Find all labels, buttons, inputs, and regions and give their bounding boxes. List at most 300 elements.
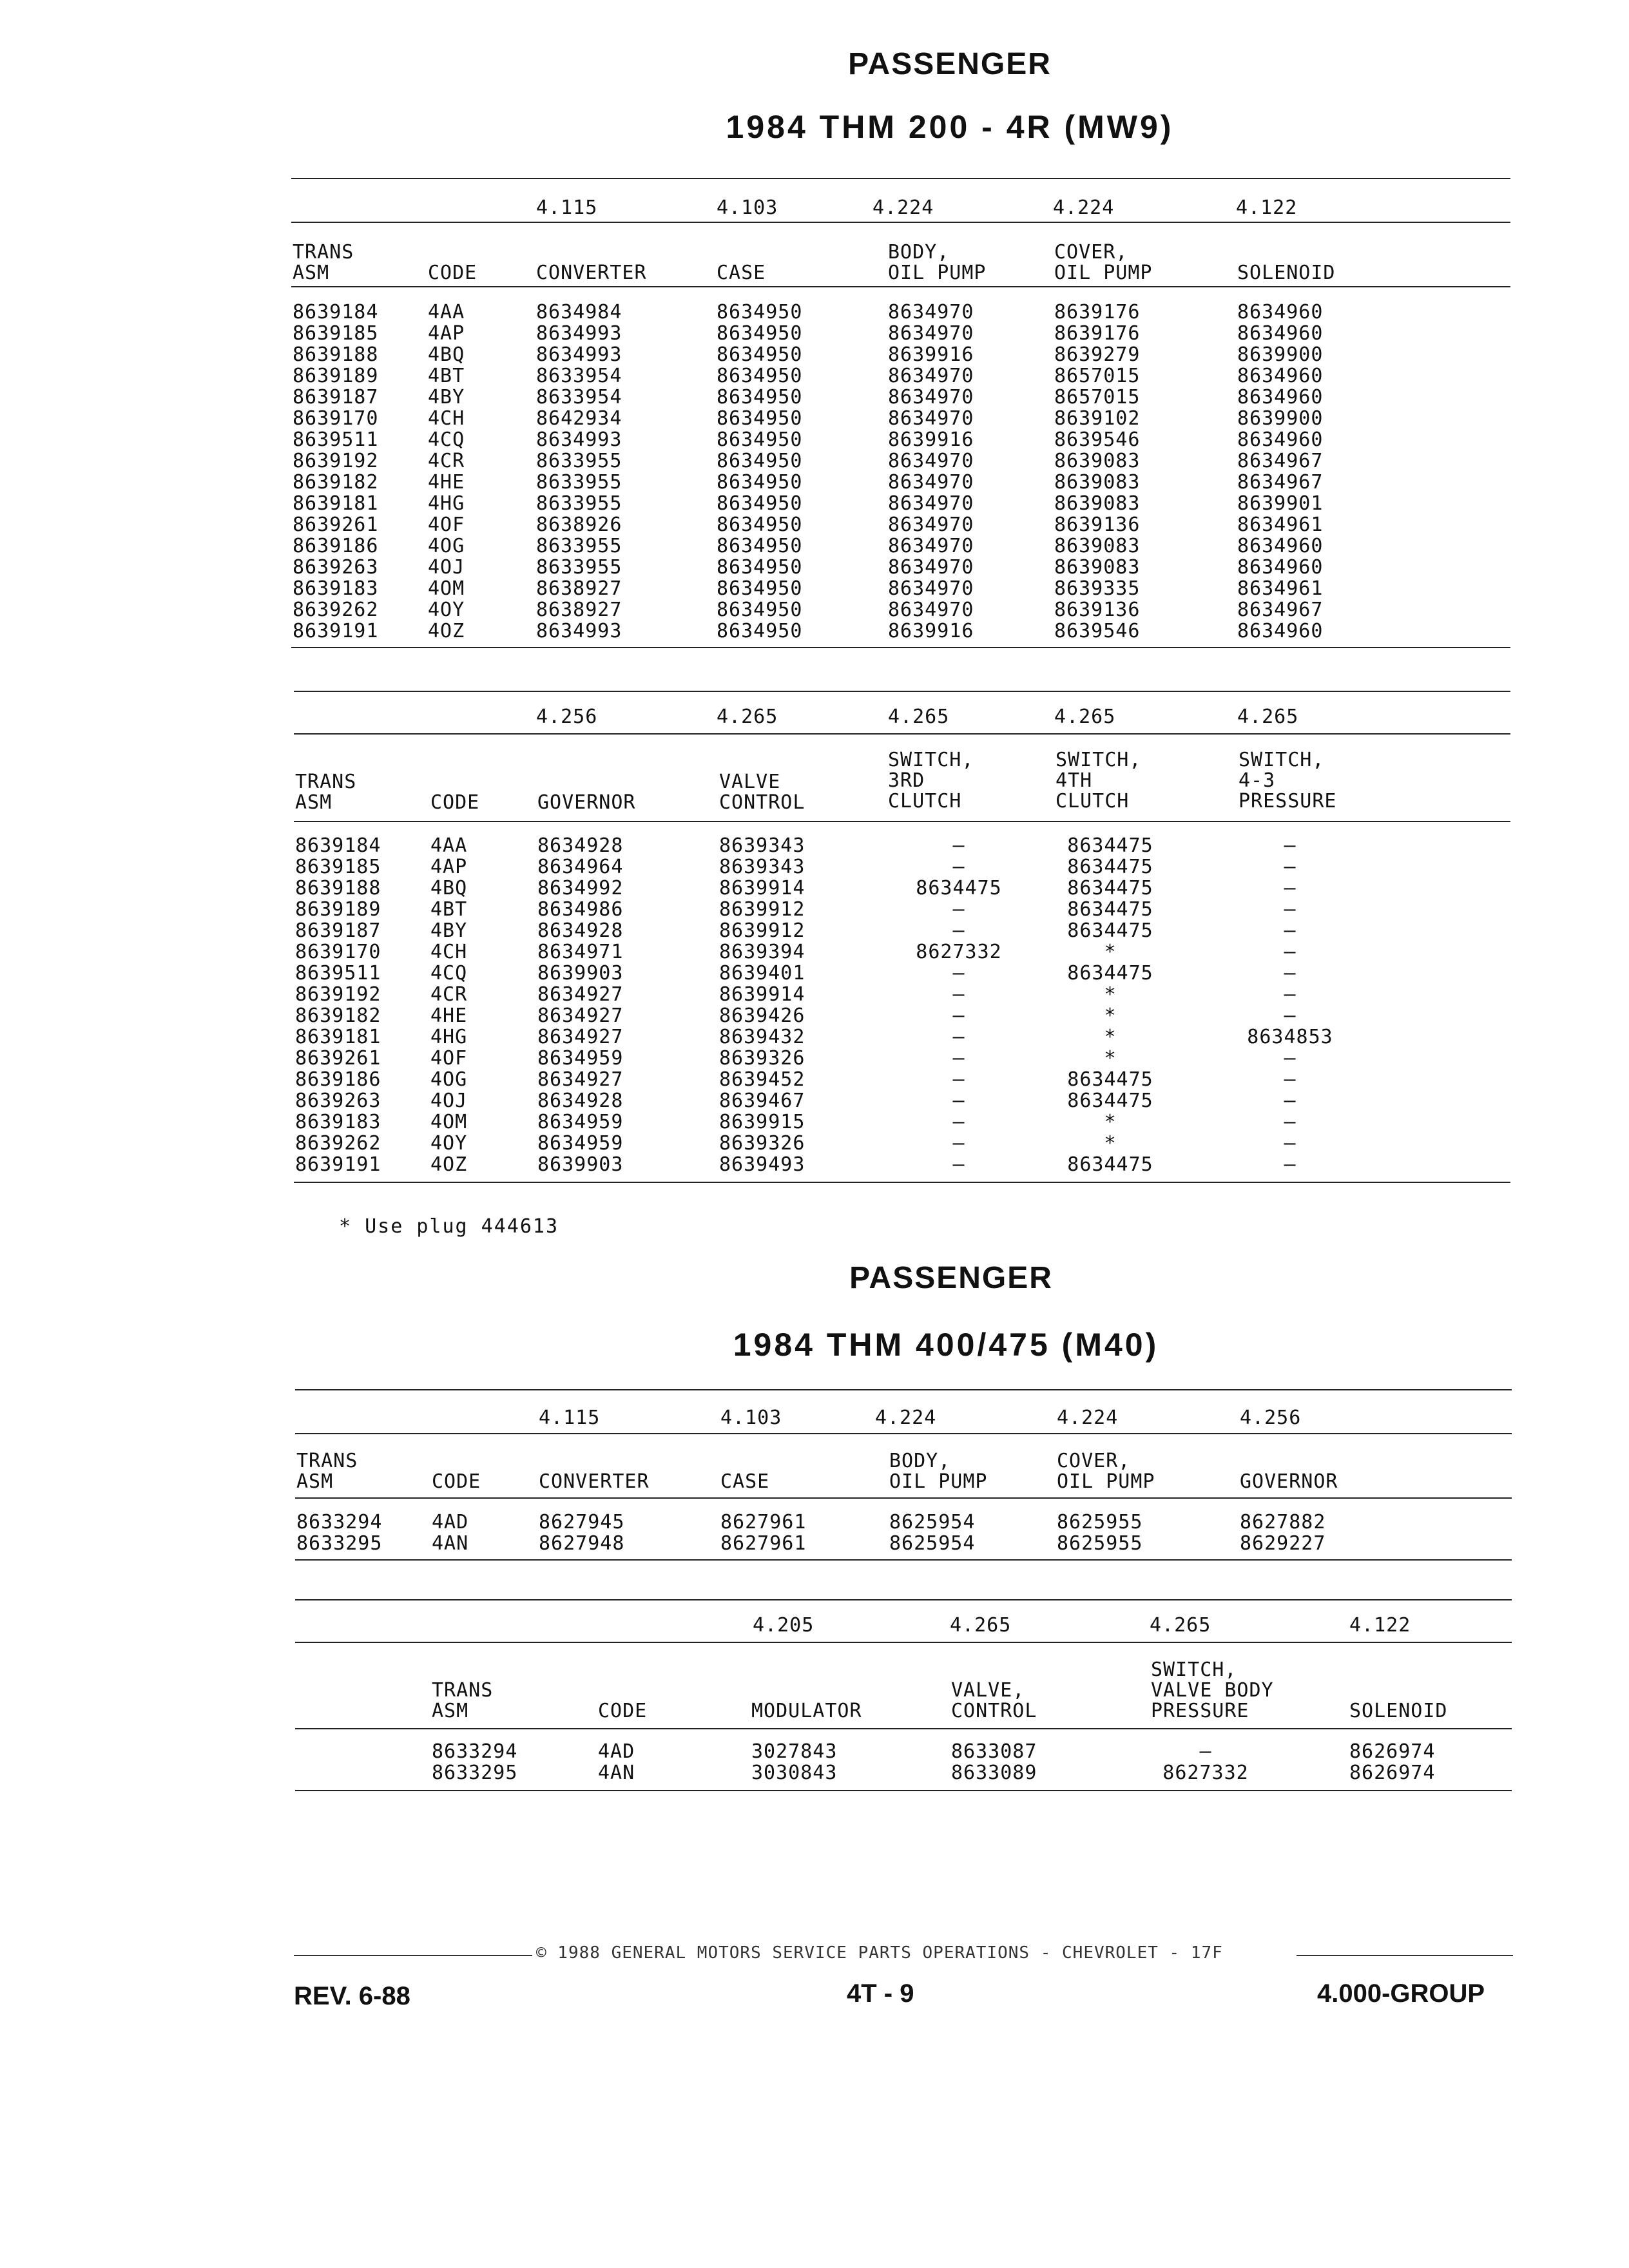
- header-line: TRANS: [293, 241, 354, 264]
- table-cell: 8634960: [1237, 535, 1324, 557]
- table-cell: 8639192: [295, 983, 381, 1006]
- table-cell: 4BQ: [430, 877, 468, 899]
- table-cell: 4OG: [430, 1068, 468, 1091]
- header-line: SWITCH,: [1055, 749, 1142, 771]
- table-cell: 8634993: [536, 322, 622, 345]
- table-cell: 8634967: [1237, 471, 1324, 494]
- data-column: [432, 1512, 468, 1554]
- table-cell: –: [952, 983, 965, 1006]
- ref-cell: 4.256: [536, 706, 598, 728]
- table-cell: 8634970: [888, 514, 974, 536]
- table-cell: *: [1104, 1026, 1117, 1048]
- table-cell: 8634950: [717, 535, 803, 557]
- table-cell: 4AP: [430, 856, 468, 878]
- table-cell: 8634960: [1237, 428, 1324, 451]
- table-cell: 8634950: [717, 428, 803, 451]
- header-line: SWITCH,: [888, 749, 974, 771]
- table-cell: 8634970: [888, 450, 974, 472]
- table-cell: 8627961: [720, 1511, 807, 1533]
- table-cell: 8633955: [536, 492, 622, 515]
- data-column: [536, 302, 622, 642]
- ref-cell: 4.265: [1150, 1614, 1211, 1637]
- table-cell: 8639467: [719, 1090, 805, 1112]
- table-cell: 8633087: [951, 1740, 1037, 1763]
- table-cell: –: [1284, 898, 1296, 921]
- table-cell: 8633955: [536, 450, 622, 472]
- table-cell: 8639335: [1054, 577, 1141, 600]
- table-cell: 8657015: [1054, 365, 1141, 387]
- table-cell: 8639432: [719, 1026, 805, 1048]
- table-cell: 8639102: [1054, 407, 1141, 430]
- table-cell: 4CR: [428, 450, 465, 472]
- table-cell: 8626974: [1349, 1762, 1436, 1784]
- table-cell: 4HE: [430, 1004, 468, 1027]
- table-cell: 4OM: [430, 1111, 468, 1133]
- header-line: CASE: [717, 262, 766, 284]
- table-cell: –: [1284, 834, 1296, 857]
- header-line: PRESSURE: [1151, 1700, 1249, 1722]
- table-cell: –: [952, 919, 965, 942]
- table-cell: 8634961: [1237, 514, 1324, 536]
- table-cell: 8633294: [432, 1740, 518, 1763]
- table-cell: 8639186: [293, 535, 379, 557]
- table-cell: 4AN: [432, 1532, 469, 1555]
- table-cell: –: [1284, 877, 1296, 899]
- table-cell: 8639083: [1054, 556, 1141, 579]
- table-cell: 4OJ: [430, 1090, 468, 1112]
- header-line: OIL PUMP: [1054, 262, 1153, 284]
- table-cell: 8634927: [537, 1068, 624, 1091]
- table-cell: 8639914: [719, 877, 805, 899]
- table-cell: 8639188: [295, 877, 381, 899]
- table-cell: 8638926: [536, 514, 622, 536]
- table-cell: 8639903: [537, 1153, 624, 1176]
- table-cell: 8633295: [432, 1762, 518, 1784]
- table-cell: –: [952, 1132, 965, 1155]
- table-cell: 8634993: [536, 620, 622, 642]
- table-cell: 8634967: [1237, 450, 1324, 472]
- table-cell: –: [952, 1068, 965, 1091]
- data-column: [719, 835, 805, 1175]
- table-cell: 8639263: [293, 556, 379, 579]
- header-line: CODE: [430, 791, 480, 814]
- footer-rule-right: [1296, 1955, 1513, 1956]
- header-line: SWITCH,: [1151, 1658, 1237, 1681]
- header-line: TRANS: [432, 1679, 494, 1702]
- table-cell: 8639426: [719, 1004, 805, 1027]
- table-cell: 8639326: [719, 1047, 805, 1070]
- table-cell: 8634928: [537, 1090, 624, 1112]
- table-cell: 8633954: [536, 386, 622, 408]
- table-rule: [295, 1389, 1512, 1390]
- table-cell: 8639136: [1054, 599, 1141, 621]
- table-cell: 8625954: [889, 1511, 976, 1533]
- header-line: ASM: [293, 262, 330, 284]
- ref-cell: 4.205: [753, 1614, 815, 1637]
- table-cell: 8634950: [717, 343, 803, 366]
- table-cell: 8639176: [1054, 301, 1141, 323]
- table-cell: 8634960: [1237, 386, 1324, 408]
- table-cell: 8634970: [888, 535, 974, 557]
- table-cell: 8639900: [1237, 407, 1324, 430]
- data-column: [293, 302, 378, 642]
- table-cell: 8634961: [1237, 577, 1324, 600]
- header-line: ASM: [432, 1700, 469, 1722]
- table-cell: –: [1284, 1153, 1296, 1176]
- table-cell: –: [952, 898, 965, 921]
- table-cell: 8639262: [295, 1132, 381, 1155]
- section-2-title: 1984 THM 400/475 (M40): [733, 1327, 1159, 1363]
- table-cell: 8634960: [1237, 620, 1324, 642]
- table-cell: 8639187: [293, 386, 379, 408]
- table-cell: 8639170: [295, 941, 381, 963]
- ref-cell: 4.122: [1349, 1614, 1411, 1637]
- table-cell: *: [1104, 1047, 1117, 1070]
- header-line: ASM: [295, 791, 333, 814]
- header-line: CONTROL: [719, 791, 805, 814]
- table-cell: *: [1104, 1132, 1117, 1155]
- table-cell: 8634970: [888, 322, 974, 345]
- table-cell: 8639452: [719, 1068, 805, 1091]
- table-cell: 8639176: [1054, 322, 1141, 345]
- table-cell: –: [952, 1047, 965, 1070]
- header-line: OIL PUMP: [888, 262, 987, 284]
- table-cell: 4AA: [428, 301, 465, 323]
- ref-cell: 4.122: [1236, 197, 1298, 219]
- header-line: ASM: [296, 1470, 334, 1493]
- table-cell: 8639916: [888, 620, 974, 642]
- table-cell: 8657015: [1054, 386, 1141, 408]
- table-rule: [294, 733, 1510, 735]
- table-rule: [295, 1599, 1512, 1600]
- table-cell: 8639903: [537, 962, 624, 985]
- table-cell: 8639901: [1237, 492, 1324, 515]
- table-cell: 8639188: [293, 343, 379, 366]
- table-cell: *: [1104, 1004, 1117, 1027]
- ref-cell: 4.103: [717, 197, 778, 219]
- table-cell: 8639189: [293, 365, 379, 387]
- table-cell: 8634970: [888, 386, 974, 408]
- table-cell: 8642934: [536, 407, 622, 430]
- table-cell: 8633295: [296, 1532, 383, 1555]
- table-cell: 8634970: [888, 599, 974, 621]
- data-column: [295, 835, 381, 1175]
- header-line: COVER,: [1054, 241, 1128, 264]
- table-cell: –: [1284, 983, 1296, 1006]
- table-cell: 8634950: [717, 514, 803, 536]
- data-column: [951, 1741, 1037, 1783]
- table-cell: 8639083: [1054, 471, 1141, 494]
- table-cell: 8627882: [1240, 1511, 1326, 1533]
- table-cell: 8625955: [1057, 1532, 1143, 1555]
- ref-cell: 4.115: [536, 197, 598, 219]
- table-cell: 8634970: [888, 365, 974, 387]
- table-cell: 8634475: [1067, 834, 1153, 857]
- table-cell: 8634993: [536, 343, 622, 366]
- table-cell: 8633089: [951, 1762, 1037, 1784]
- table-cell: 8634960: [1237, 322, 1324, 345]
- table-cell: 8634475: [1067, 919, 1153, 942]
- table-cell: 4OF: [430, 1047, 468, 1070]
- table-cell: 8626974: [1349, 1740, 1436, 1763]
- section-1-heading: PASSENGER: [848, 47, 1052, 81]
- table-cell: 8634475: [1067, 856, 1153, 878]
- header-line: CONTROL: [951, 1700, 1037, 1722]
- table-cell: 8634927: [537, 983, 624, 1006]
- table-cell: *: [1104, 941, 1117, 963]
- table-cell: 8634971: [537, 941, 624, 963]
- table-cell: 8639900: [1237, 343, 1324, 366]
- table-cell: –: [1284, 962, 1296, 985]
- table-cell: 8639183: [295, 1111, 381, 1133]
- header-line: 4TH: [1055, 769, 1093, 792]
- header-line: CASE: [720, 1470, 770, 1493]
- data-column: [1055, 835, 1165, 1175]
- table-cell: 4OY: [430, 1132, 468, 1155]
- table-cell: 8639181: [295, 1026, 381, 1048]
- table-cell: 4OM: [428, 577, 465, 600]
- table-rule: [295, 1790, 1512, 1791]
- table-cell: 4OJ: [428, 556, 465, 579]
- table-cell: 8634853: [1247, 1026, 1333, 1048]
- table-cell: 8634475: [1067, 962, 1153, 985]
- table-cell: –: [952, 834, 965, 857]
- copyright-line: © 1988 GENERAL MOTORS SERVICE PARTS OPERATIONS - CHEVROLET - 17F: [536, 1943, 1223, 1963]
- table-cell: 8639916: [888, 428, 974, 451]
- table-rule: [295, 1497, 1512, 1499]
- table-rule: [294, 821, 1510, 822]
- header-line: CODE: [432, 1470, 481, 1493]
- table-cell: 4OG: [428, 535, 465, 557]
- table-cell: 8634986: [537, 898, 624, 921]
- header-line: GOVERNOR: [537, 791, 636, 814]
- table-cell: 8634993: [536, 428, 622, 451]
- table-cell: 4OZ: [430, 1153, 468, 1176]
- table-cell: –: [952, 1026, 965, 1048]
- table-cell: 8634950: [717, 365, 803, 387]
- section-1-title: 1984 THM 200 - 4R (MW9): [726, 109, 1174, 145]
- table-cell: 4OZ: [428, 620, 465, 642]
- ref-cell: 4.224: [875, 1407, 937, 1429]
- table-cell: –: [1284, 919, 1296, 942]
- table-cell: 4BY: [430, 919, 468, 942]
- ref-cell: 4.265: [888, 706, 950, 728]
- table-cell: 8639401: [719, 962, 805, 985]
- table-cell: –: [952, 1153, 965, 1176]
- header-line: SOLENOID: [1237, 262, 1336, 284]
- table-cell: 8639262: [293, 599, 379, 621]
- table-cell: 8639185: [295, 856, 381, 878]
- table-cell: 4OF: [428, 514, 465, 536]
- ref-cell: 4.224: [1053, 197, 1115, 219]
- table-cell: 8639083: [1054, 492, 1141, 515]
- data-column: [428, 302, 465, 642]
- table-cell: 4BT: [430, 898, 468, 921]
- table-cell: 8634950: [717, 386, 803, 408]
- table-cell: 8634950: [717, 556, 803, 579]
- table-cell: 4CQ: [428, 428, 465, 451]
- data-column: [1349, 1741, 1435, 1783]
- table-cell: 8634960: [1237, 301, 1324, 323]
- header-line: GOVERNOR: [1240, 1470, 1338, 1493]
- header-line: CODE: [598, 1700, 648, 1722]
- table-cell: 8639912: [719, 919, 805, 942]
- table-cell: 8633955: [536, 556, 622, 579]
- ref-cell: 4.224: [872, 197, 934, 219]
- table-cell: –: [952, 1004, 965, 1027]
- table-cell: 8627945: [539, 1511, 625, 1533]
- table-cell: 8638927: [536, 599, 622, 621]
- table-cell: 8639170: [293, 407, 379, 430]
- footnote: * Use plug 444613: [339, 1215, 559, 1238]
- table-cell: 8639546: [1054, 428, 1141, 451]
- data-column: [717, 302, 802, 642]
- header-line: VALVE: [719, 771, 781, 793]
- table-cell: 8639184: [295, 834, 381, 857]
- table-cell: 8634959: [537, 1111, 624, 1133]
- header-line: OIL PUMP: [889, 1470, 988, 1493]
- header-line: SWITCH,: [1239, 749, 1325, 771]
- table-cell: 8639192: [293, 450, 379, 472]
- table-rule: [294, 691, 1510, 692]
- table-cell: 8639915: [719, 1111, 805, 1133]
- data-column: [888, 835, 1030, 1175]
- table-cell: 4AN: [598, 1762, 635, 1784]
- table-cell: 8639343: [719, 856, 805, 878]
- table-cell: 8634984: [536, 301, 622, 323]
- table-cell: 8634950: [717, 322, 803, 345]
- table-cell: 3027843: [751, 1740, 838, 1763]
- table-cell: 8634992: [537, 877, 624, 899]
- table-rule: [291, 222, 1510, 223]
- table-cell: 8634475: [1067, 877, 1153, 899]
- group-label: 4.000-GROUP: [1317, 1979, 1485, 2008]
- header-line: CLUTCH: [888, 790, 962, 812]
- table-cell: 8634967: [1237, 599, 1324, 621]
- revision-label: REV. 6-88: [294, 1982, 410, 2010]
- table-cell: *: [1104, 1111, 1117, 1133]
- table-cell: 4AD: [432, 1511, 469, 1533]
- table-cell: 8639184: [293, 301, 379, 323]
- table-cell: 8634475: [1067, 898, 1153, 921]
- header-line: CONVERTER: [539, 1470, 650, 1493]
- table-cell: 8639546: [1054, 620, 1141, 642]
- table-cell: 8625955: [1057, 1511, 1143, 1533]
- header-line: OIL PUMP: [1057, 1470, 1155, 1493]
- table-cell: 8639511: [295, 962, 381, 985]
- table-cell: 8634950: [717, 407, 803, 430]
- table-cell: 8634970: [888, 556, 974, 579]
- table-cell: 8627948: [539, 1532, 625, 1555]
- ref-cell: 4.265: [1054, 706, 1116, 728]
- table-cell: 4CH: [428, 407, 465, 430]
- ref-cell: 4.265: [1237, 706, 1299, 728]
- table-cell: 8639912: [719, 898, 805, 921]
- data-column: [888, 302, 974, 642]
- table-cell: 8639279: [1054, 343, 1141, 366]
- table-cell: 8639185: [293, 322, 379, 345]
- table-cell: 8639187: [295, 919, 381, 942]
- table-cell: 8634927: [537, 1026, 624, 1048]
- header-line: TRANS: [296, 1450, 358, 1472]
- table-cell: 8633294: [296, 1511, 383, 1533]
- table-cell: *: [1104, 983, 1117, 1006]
- table-cell: –: [1284, 856, 1296, 878]
- table-cell: –: [952, 856, 965, 878]
- table-cell: 8634950: [717, 471, 803, 494]
- header-line: CONVERTER: [536, 262, 647, 284]
- table-cell: 8633955: [536, 471, 622, 494]
- table-cell: 8639191: [293, 620, 379, 642]
- table-cell: 8639916: [888, 343, 974, 366]
- table-cell: –: [1284, 1132, 1296, 1155]
- table-cell: 8633954: [536, 365, 622, 387]
- data-column: [720, 1512, 806, 1554]
- table-cell: 4HG: [428, 492, 465, 515]
- table-cell: –: [1284, 1068, 1296, 1091]
- table-cell: 8639191: [295, 1153, 381, 1176]
- table-cell: 8639189: [295, 898, 381, 921]
- table-cell: 8634960: [1237, 365, 1324, 387]
- header-line: CLUTCH: [1055, 790, 1130, 812]
- table-cell: 8634964: [537, 856, 624, 878]
- table-cell: 8634950: [717, 450, 803, 472]
- table-cell: 4HG: [430, 1026, 468, 1048]
- header-line: BODY,: [888, 241, 950, 264]
- table-cell: –: [1199, 1740, 1212, 1763]
- data-column: [1057, 1512, 1142, 1554]
- data-column: [1054, 302, 1140, 642]
- table-cell: –: [952, 1111, 965, 1133]
- table-cell: 8634927: [537, 1004, 624, 1027]
- header-line: 3RD: [888, 769, 925, 792]
- header-line: PRESSURE: [1239, 790, 1337, 812]
- table-cell: 8634475: [1067, 1090, 1153, 1112]
- table-cell: 8634475: [916, 877, 1002, 899]
- table-cell: 8634970: [888, 492, 974, 515]
- table-cell: 8638927: [536, 577, 622, 600]
- table-cell: 8634970: [888, 407, 974, 430]
- ref-cell: 4.265: [717, 706, 778, 728]
- data-column: [430, 835, 467, 1175]
- table-cell: 8639326: [719, 1132, 805, 1155]
- data-column: [1240, 1512, 1325, 1554]
- table-cell: –: [1284, 1004, 1296, 1027]
- table-cell: 4AA: [430, 834, 468, 857]
- table-cell: 8639261: [295, 1047, 381, 1070]
- ref-cell: 4.103: [720, 1407, 782, 1429]
- header-line: CODE: [428, 262, 477, 284]
- data-column: [889, 1512, 975, 1554]
- table-cell: 8639186: [295, 1068, 381, 1091]
- table-cell: 8634950: [717, 492, 803, 515]
- table-cell: 8634970: [888, 577, 974, 600]
- section-2-heading: PASSENGER: [849, 1261, 1053, 1295]
- table-cell: 8639261: [293, 514, 379, 536]
- table-rule: [295, 1433, 1512, 1434]
- table-rule: [291, 647, 1510, 648]
- table-cell: 8634970: [888, 301, 974, 323]
- table-cell: 8639083: [1054, 450, 1141, 472]
- table-cell: 8634960: [1237, 556, 1324, 579]
- table-cell: 8634950: [717, 620, 803, 642]
- data-column: [1151, 1741, 1260, 1783]
- table-cell: 8627332: [916, 941, 1002, 963]
- table-cell: 4CQ: [430, 962, 468, 985]
- data-column: [598, 1741, 635, 1783]
- data-column: [296, 1512, 382, 1554]
- table-cell: 4AP: [428, 322, 465, 345]
